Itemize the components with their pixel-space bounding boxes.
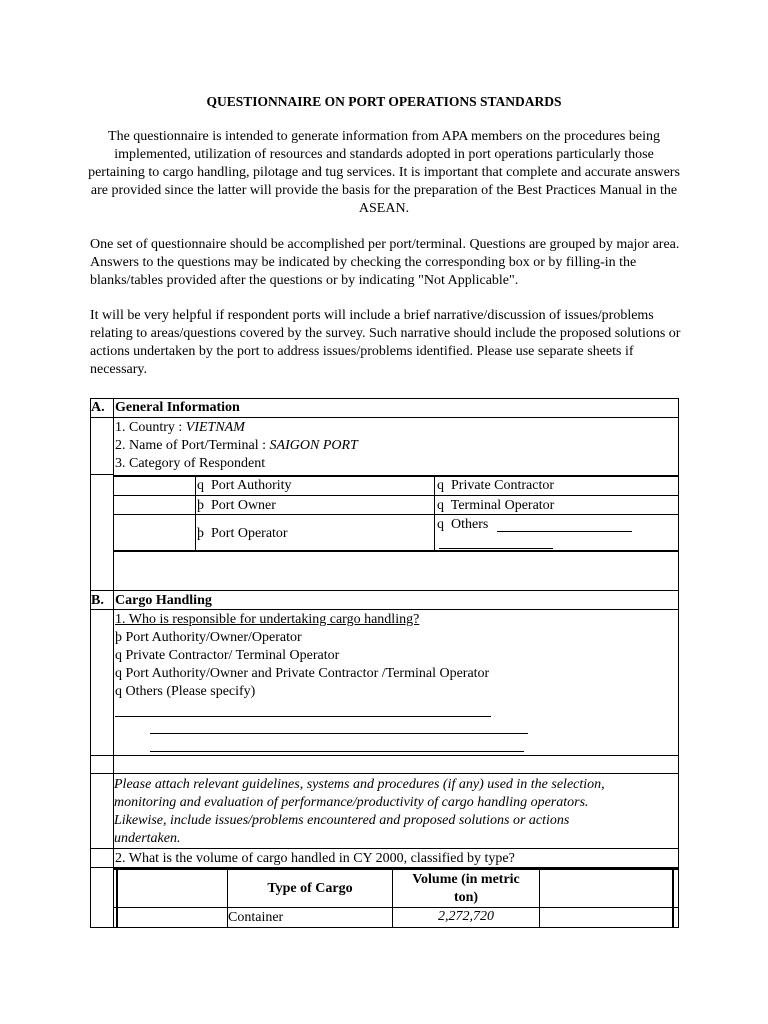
option-port-authority[interactable] [197, 477, 292, 494]
q1-option-others[interactable] [115, 683, 255, 700]
label-private-contractor: Private Contractor [451, 478, 555, 493]
page-title: QUESTIONNAIRE ON PORT OPERATIONS STANDARDS [206, 94, 562, 109]
section-a-heading: General Information [115, 400, 240, 415]
q1-label-3: Port Authority/Owner and Private Contractor /Terminal Operator [125, 666, 490, 681]
q1-label-4: Others (Please specify) [125, 684, 256, 699]
specify-line-1[interactable] [115, 716, 491, 717]
instructions-paragraph-1: One set of questionnaire should be accomplished per port/terminal. Questions are grouped by major area. Answers to the questions may be indicated by checking the corresponding box or by filling-in the blanks/tables provided after the questions or by indicating "Not Applicable". [90, 237, 680, 288]
country-value[interactable]: VIETNAM [185, 420, 245, 435]
specify-line-3[interactable] [150, 751, 524, 752]
label-port-authority: Port Authority [211, 478, 292, 493]
q1-option-port-authority[interactable] [115, 629, 302, 646]
q1-checkbox-2[interactable]: q [115, 648, 122, 663]
country-label: 1. Country : [115, 420, 186, 435]
header-type-of-cargo: Type of Cargo [267, 881, 353, 896]
category-label: 3. Category of Respondent [115, 456, 266, 471]
option-others[interactable] [437, 516, 488, 533]
question-1: 1. Who is responsible for undertaking cargo handling? [115, 612, 420, 627]
cargo-type-container: Container [228, 910, 284, 925]
option-port-operator[interactable] [197, 525, 288, 542]
port-name-field [115, 437, 358, 454]
label-port-owner: Port Owner [211, 498, 276, 513]
checkbox-others[interactable]: q [437, 517, 444, 532]
q1-label-2: Private Contractor/ Terminal Operator [125, 648, 340, 663]
label-others: Others [451, 517, 489, 532]
others-input-line-1[interactable] [497, 531, 632, 532]
label-terminal-operator: Terminal Operator [450, 498, 555, 513]
checkbox-private-contractor[interactable]: q [437, 478, 444, 493]
country-field [115, 419, 245, 436]
q1-checkbox-4[interactable]: q [115, 684, 122, 699]
option-private-contractor[interactable] [437, 477, 554, 494]
cargo-volume-container[interactable]: 2,272,720 [438, 909, 494, 924]
question-2: 2. What is the volume of cargo handled in CY 2000, classified by type? [115, 851, 515, 866]
q1-checkbox-3[interactable]: q [115, 666, 122, 681]
section-b-letter: B. [91, 593, 104, 608]
checkbox-port-operator[interactable]: þ [197, 526, 204, 541]
option-port-owner[interactable] [197, 497, 276, 514]
section-b-heading: Cargo Handling [115, 593, 212, 608]
note-line-2: monitoring and evaluation of performance/productivity of cargo handling operators. [114, 795, 589, 810]
others-input-line-2[interactable] [439, 548, 553, 549]
header-volume-line-2: ton) [453, 890, 479, 905]
note-line-1: Please attach relevant guidelines, systems and procedures (if any) used in the selection, [114, 777, 605, 792]
intro-paragraph: The questionnaire is intended to generate information from APA members on the procedures being implemented, utilization of resources and standards adopted in port operations particularly those pertaining to cargo handling, pilotage and tug services. It is important that complete and accurate answers are provided since the latter will provide the basis for the preparation of the Best Practices Manual in the ASEAN. [88, 129, 680, 216]
section-a-letter: A. [91, 400, 105, 415]
specify-line-2[interactable] [150, 733, 528, 734]
instructions-paragraph-2: It will be very helpful if respondent ports will include a brief narrative/discussion of issues/problems relating to areas/questions covered by the survey. Such narrative should include the proposed solutions or actions undertaken by the port to address issues/problems identified. Please use separate sheets if necessary. [90, 308, 681, 377]
checkbox-port-authority[interactable]: q [197, 478, 204, 493]
q1-option-private-contractor[interactable] [115, 647, 339, 664]
q1-checkbox-1[interactable]: þ [115, 630, 122, 645]
port-name-label: 2. Name of Port/Terminal : [115, 438, 270, 453]
port-name-value[interactable]: SAIGON PORT [269, 438, 358, 453]
header-volume-line-1: Volume (in metric [412, 872, 520, 887]
q1-label-1: Port Authority/Owner/Operator [125, 630, 302, 645]
note-line-4: undertaken. [114, 831, 181, 846]
checkbox-port-owner[interactable]: þ [197, 498, 204, 513]
label-port-operator: Port Operator [211, 526, 288, 541]
checkbox-terminal-operator[interactable]: q [437, 498, 444, 513]
q1-option-combined[interactable] [115, 665, 489, 682]
note-line-3: Likewise, include issues/problems encountered and proposed solutions or actions [114, 813, 570, 828]
option-terminal-operator[interactable] [437, 497, 554, 514]
